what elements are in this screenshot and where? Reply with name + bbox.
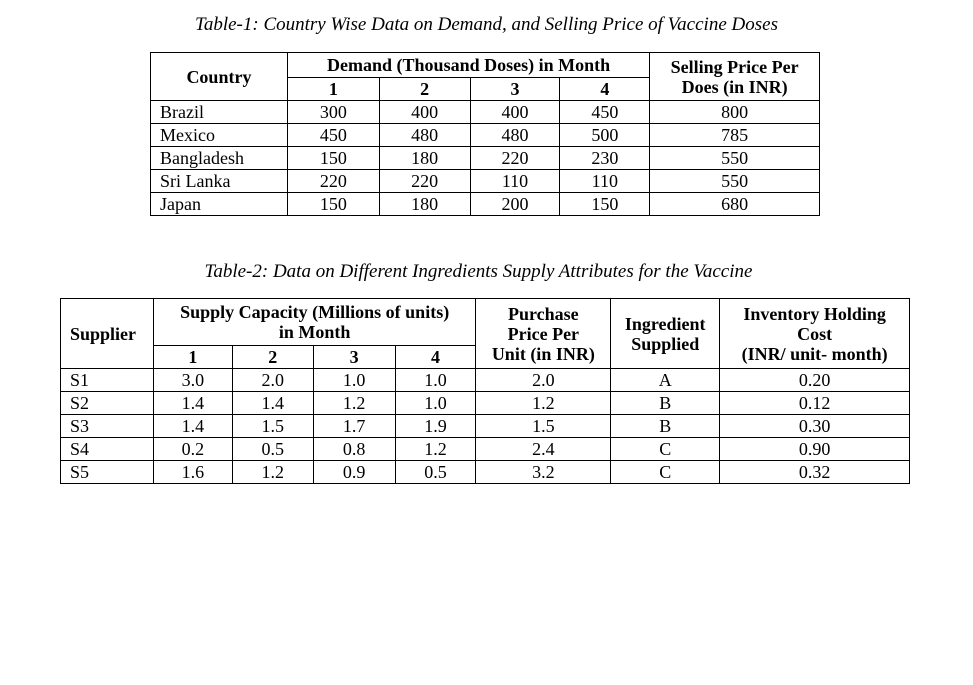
ingredient-header <box>611 299 720 369</box>
demand-cell: 150 <box>287 193 379 216</box>
capacity-cell: 1.6 <box>153 461 232 484</box>
ingredient-cell: B <box>611 392 720 415</box>
supply-capacity-header-line2: in Month <box>278 322 351 342</box>
purchase-price-header-line3: Unit (in INR) <box>491 343 595 364</box>
capacity-cell: 2.0 <box>232 369 313 392</box>
purchase-price-header-line1: Purchase <box>507 303 579 324</box>
demand-cell: 150 <box>560 193 650 216</box>
price-cell: 550 <box>650 170 820 193</box>
month-header: 3 <box>313 346 395 369</box>
table-row <box>61 415 910 438</box>
demand-cell: 180 <box>379 193 470 216</box>
table1-caption: Table-1: Country Wise Data on Demand, and Selling Price of Vaccine Doses <box>195 14 778 35</box>
demand-table <box>150 52 820 216</box>
selling-price-header-line2: Does (in INR) <box>681 76 788 97</box>
month-header: 1 <box>287 78 379 101</box>
table-row <box>61 438 910 461</box>
holding-cost-header-line1: Inventory Holding <box>743 303 886 324</box>
ingredient-header-line2: Supplied <box>631 333 700 354</box>
holding-cost-cell: 0.30 <box>720 415 910 438</box>
demand-cell: 200 <box>470 193 560 216</box>
supplier-cell: S5 <box>61 461 154 484</box>
price-cell: 550 <box>650 147 820 170</box>
purchase-price-cell: 2.4 <box>476 438 611 461</box>
demand-cell: 110 <box>560 170 650 193</box>
table-row <box>151 193 820 216</box>
capacity-cell: 1.4 <box>232 392 313 415</box>
table-row <box>151 147 820 170</box>
demand-cell: 180 <box>379 147 470 170</box>
demand-cell: 500 <box>560 124 650 147</box>
ingredient-cell: C <box>611 438 720 461</box>
price-cell: 785 <box>650 124 820 147</box>
table-row <box>61 392 910 415</box>
demand-cell: 400 <box>470 101 560 124</box>
ingredient-cell: B <box>611 415 720 438</box>
demand-cell: 450 <box>560 101 650 124</box>
month-header: 1 <box>153 346 232 369</box>
supplier-table <box>60 298 910 484</box>
capacity-cell: 1.2 <box>232 461 313 484</box>
holding-cost-cell: 0.32 <box>720 461 910 484</box>
month-header: 3 <box>470 78 560 101</box>
country-cell: Mexico <box>151 124 288 147</box>
price-cell: 800 <box>650 101 820 124</box>
month-header: 4 <box>395 346 476 369</box>
supplier-cell: S2 <box>61 392 154 415</box>
capacity-cell: 1.7 <box>313 415 395 438</box>
demand-cell: 300 <box>287 101 379 124</box>
table-row <box>151 170 820 193</box>
month-header: 2 <box>232 346 313 369</box>
selling-price-header <box>650 53 820 101</box>
month-header: 4 <box>560 78 650 101</box>
capacity-cell: 0.5 <box>232 438 313 461</box>
holding-cost-cell: 0.12 <box>720 392 910 415</box>
supplier-cell: S4 <box>61 438 154 461</box>
capacity-cell: 1.2 <box>395 438 476 461</box>
capacity-cell: 0.2 <box>153 438 232 461</box>
table-row <box>151 124 820 147</box>
demand-cell: 150 <box>287 147 379 170</box>
ingredient-header-line1: Ingredient <box>624 313 706 334</box>
price-cell: 680 <box>650 193 820 216</box>
month-header: 2 <box>379 78 470 101</box>
demand-cell: 110 <box>470 170 560 193</box>
demand-cell: 480 <box>379 124 470 147</box>
capacity-cell: 1.0 <box>313 369 395 392</box>
demand-cell: 220 <box>287 170 379 193</box>
purchase-price-cell: 2.0 <box>476 369 611 392</box>
capacity-cell: 3.0 <box>153 369 232 392</box>
purchase-price-cell: 3.2 <box>476 461 611 484</box>
demand-cell: 230 <box>560 147 650 170</box>
demand-header: Demand (Thousand Doses) in Month <box>287 53 649 78</box>
country-cell: Bangladesh <box>151 147 288 170</box>
holding-cost-cell: 0.20 <box>720 369 910 392</box>
demand-cell: 220 <box>379 170 470 193</box>
demand-cell: 450 <box>287 124 379 147</box>
ingredient-cell: A <box>611 369 720 392</box>
capacity-cell: 1.0 <box>395 392 476 415</box>
demand-cell: 480 <box>470 124 560 147</box>
supplier-cell: S1 <box>61 369 154 392</box>
purchase-price-header-line2: Price Per <box>507 323 580 344</box>
supply-capacity-header-line1: Supply Capacity (Millions of units) <box>180 302 450 322</box>
country-cell: Sri Lanka <box>151 170 288 193</box>
holding-cost-header-line3: (INR/ unit- month) <box>741 343 888 364</box>
table-row <box>151 101 820 124</box>
table-row <box>61 461 910 484</box>
capacity-cell: 0.8 <box>313 438 395 461</box>
capacity-cell: 1.4 <box>153 392 232 415</box>
capacity-cell: 1.4 <box>153 415 232 438</box>
table2-caption: Table-2: Data on Different Ingredients Supply Attributes for the Vaccine <box>204 261 753 282</box>
capacity-cell: 1.9 <box>395 415 476 438</box>
country-header: Country <box>151 53 288 101</box>
supplier-header: Supplier <box>61 299 154 369</box>
capacity-cell: 1.0 <box>395 369 476 392</box>
supply-capacity-header <box>153 299 475 346</box>
capacity-cell: 0.9 <box>313 461 395 484</box>
selling-price-header-line1: Selling Price Per <box>670 56 799 77</box>
ingredient-cell: C <box>611 461 720 484</box>
country-cell: Japan <box>151 193 288 216</box>
table-row <box>61 369 910 392</box>
supplier-cell: S3 <box>61 415 154 438</box>
demand-cell: 220 <box>470 147 560 170</box>
purchase-price-cell: 1.2 <box>476 392 611 415</box>
holding-cost-cell: 0.90 <box>720 438 910 461</box>
holding-cost-header-line2: Cost <box>797 323 833 344</box>
purchase-price-header <box>476 299 611 369</box>
holding-cost-header <box>720 299 910 369</box>
capacity-cell: 0.5 <box>395 461 476 484</box>
demand-cell: 400 <box>379 101 470 124</box>
capacity-cell: 1.2 <box>313 392 395 415</box>
purchase-price-cell: 1.5 <box>476 415 611 438</box>
country-cell: Brazil <box>151 101 288 124</box>
capacity-cell: 1.5 <box>232 415 313 438</box>
